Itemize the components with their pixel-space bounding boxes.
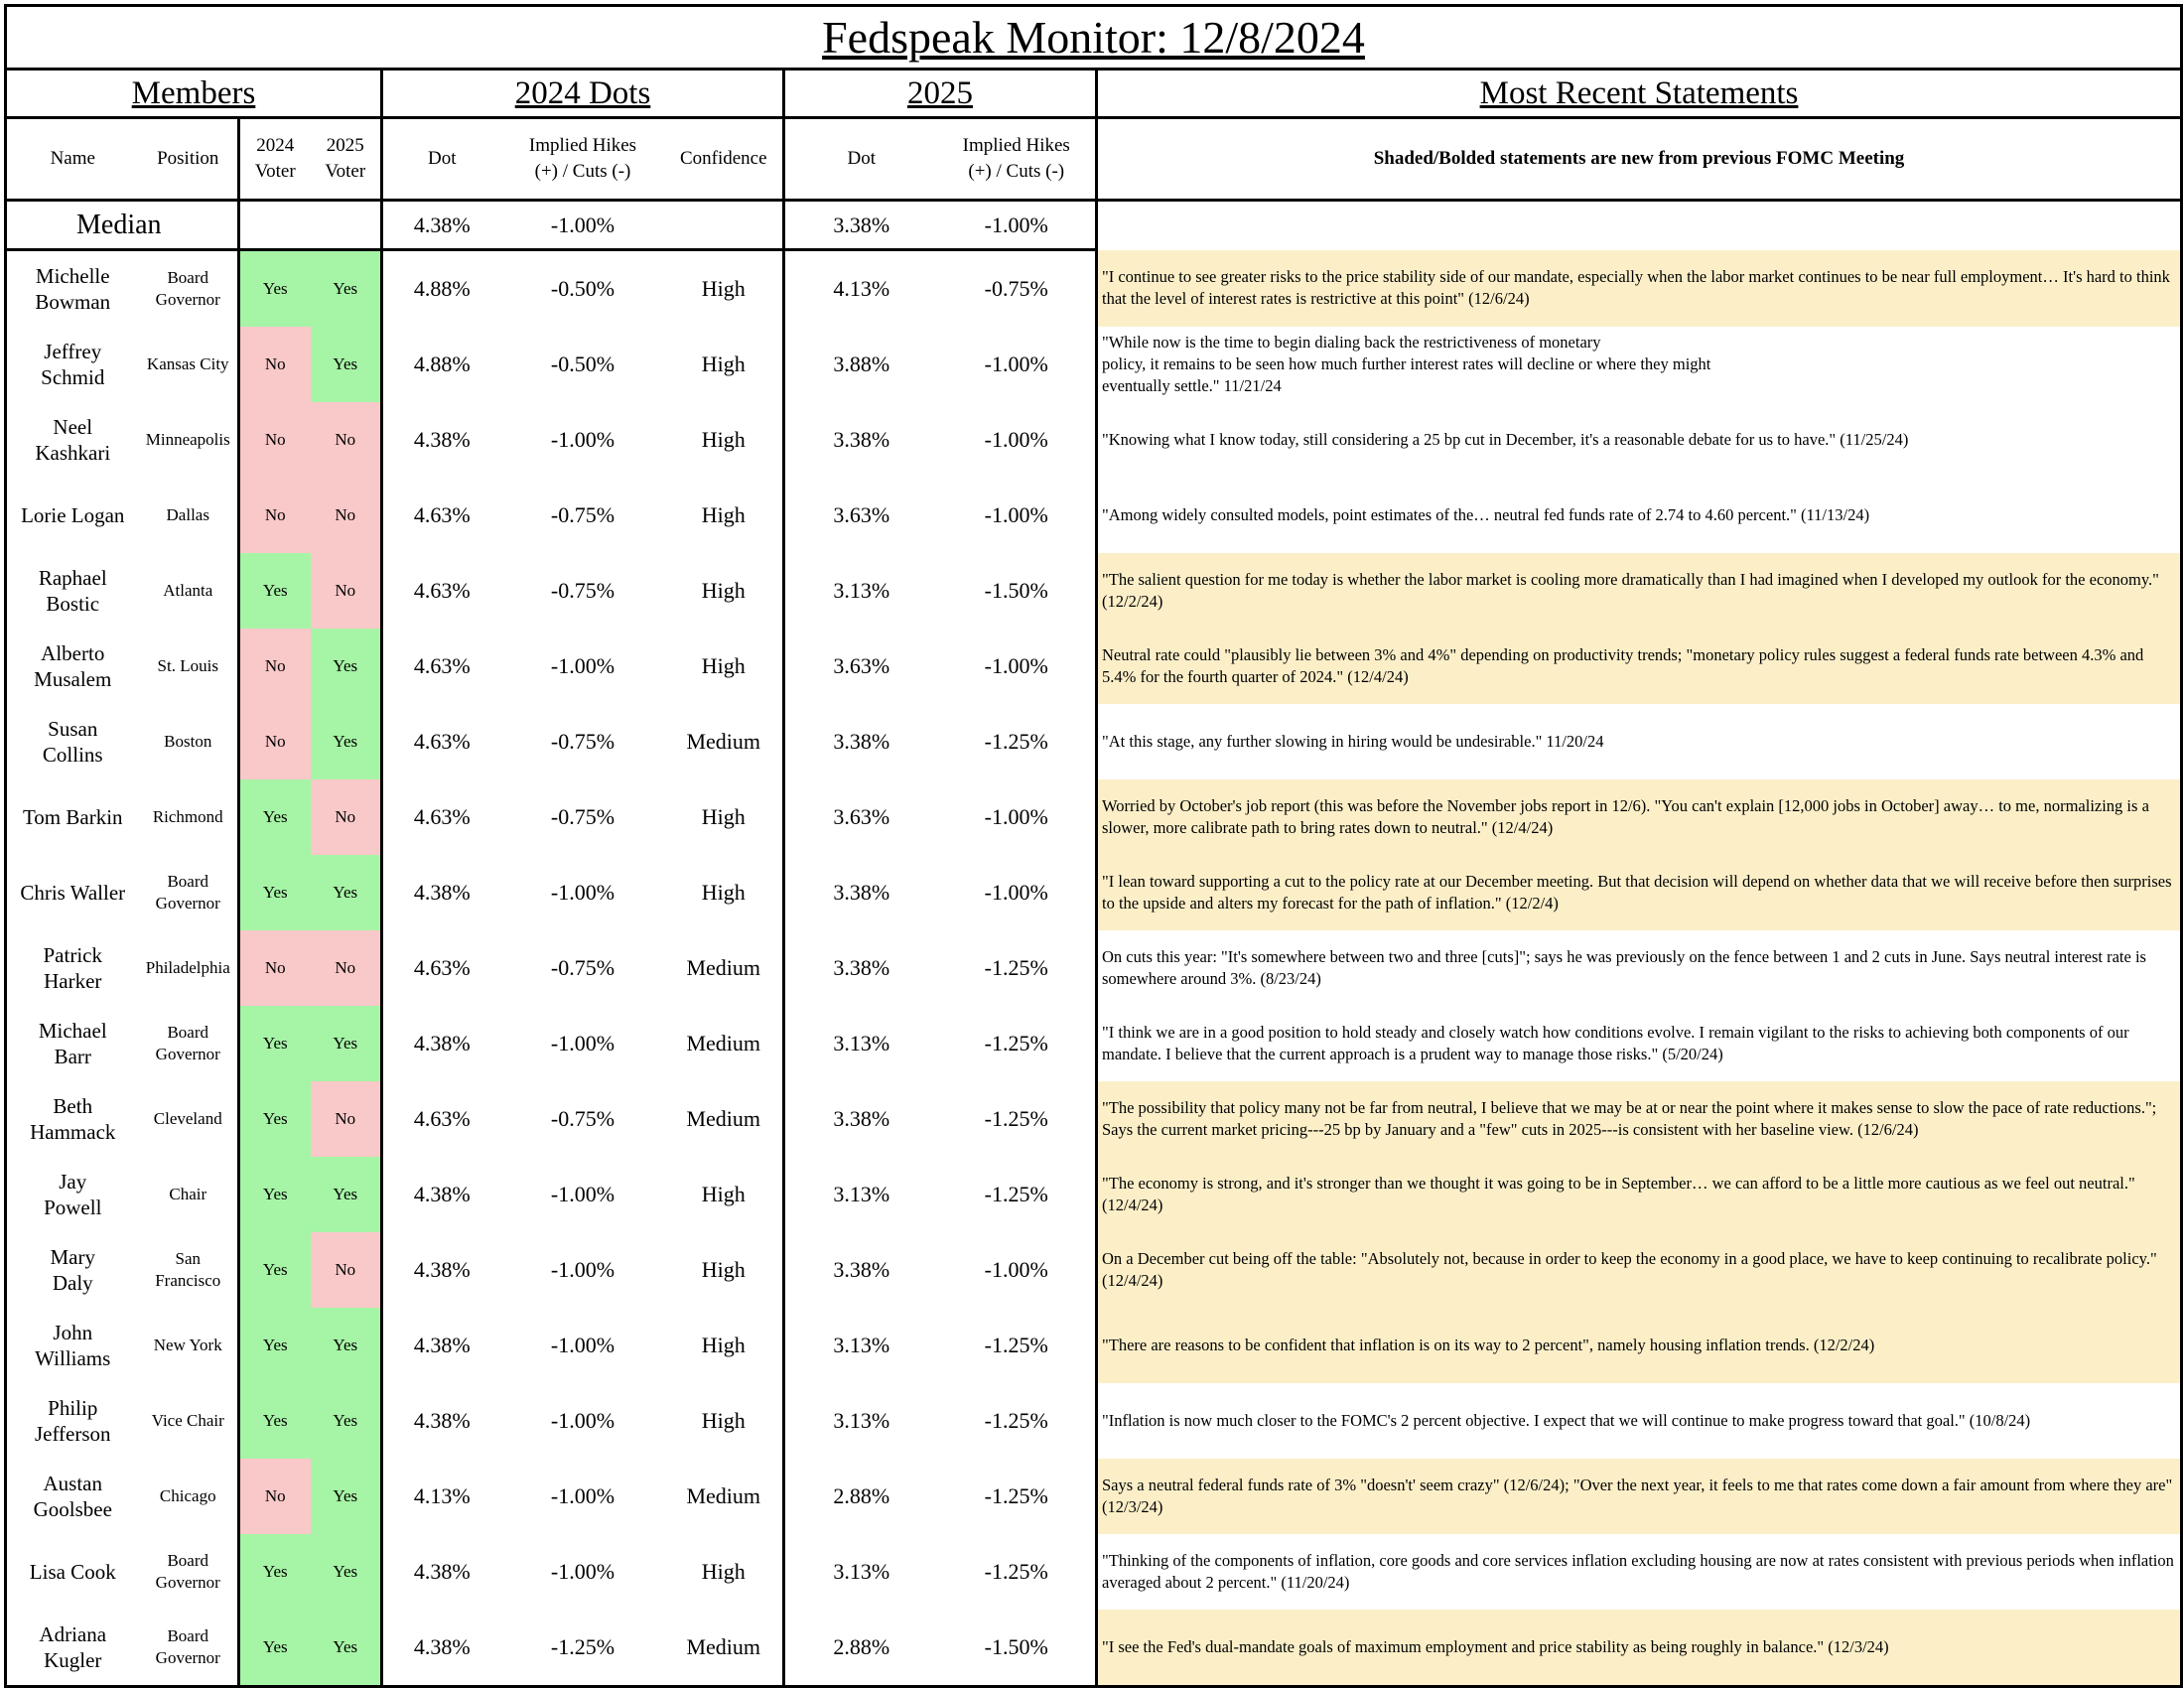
- member-row: [6, 704, 2182, 779]
- statement-cell: "Thinking of the components of inflation, core goods and core services inflation excluding housing are now at rates consistent with previous periods when inflation averaged about 2 percent." (11/20/24): [1102, 1551, 2174, 1592]
- voter-2025-cell: Yes: [311, 1610, 382, 1687]
- member-row: [6, 553, 2182, 629]
- member-position: Board Governor: [139, 1534, 239, 1610]
- voter-2025-cell: Yes: [311, 1534, 382, 1610]
- confidence-cell: Medium: [665, 1006, 784, 1081]
- member-row: [6, 1157, 2182, 1232]
- median-dot-2024: 4.38%: [382, 201, 501, 250]
- dot-2025-column-header: Dot: [784, 118, 938, 201]
- statement-cell: "There are reasons to be confident that inflation is on its way to 2 percent", namely housing inflation trends. (12/2/24): [1097, 1308, 2182, 1383]
- voter-2025-column-header: 2025 Voter: [311, 118, 382, 201]
- voter-2024-cell: Yes: [239, 1157, 311, 1232]
- member-position: Richmond: [139, 779, 239, 855]
- statement-cell: "I see the Fed's dual-mandate goals of maximum employment and price stability as being roughly in balance." (12/3/24): [1097, 1610, 2182, 1687]
- member-name: Beth Hammack: [30, 1094, 116, 1144]
- member-row: [6, 478, 2182, 553]
- implied-2025-cell: -1.25%: [938, 1534, 1097, 1610]
- statement-cell: "The possibility that policy many not be far from neutral, I believe that we may be at or near the point where it makes sense to slow the pace of rate reductions."; Says the current market pricing---25 bp by January and a "few" cuts in 2025---is consistent with her baseline view. (12/6/24): [1097, 1081, 2182, 1157]
- dot-2025-cell: 3.38%: [833, 729, 890, 754]
- members-section-header: Members: [6, 70, 382, 118]
- statement-cell: "Knowing what I know today, still considering a 25 bp cut in December, it's a reasonable debate for us to have." (11/25/24): [1102, 430, 1909, 449]
- confidence-cell: High: [665, 1534, 784, 1610]
- member-position: Philadelphia: [139, 930, 239, 1006]
- confidence-cell: Medium: [665, 1081, 784, 1157]
- confidence-cell: High: [665, 855, 784, 930]
- member-position: Cleveland: [139, 1081, 239, 1157]
- member-name: Patrick Harker: [43, 943, 102, 993]
- member-name: Tom Barkin: [22, 805, 123, 829]
- dot-2025-cell: 3.13%: [833, 1333, 890, 1357]
- member-name: Alberto Musalem: [34, 641, 112, 691]
- voter-2024-cell: No: [239, 1459, 311, 1534]
- statement-cell: Says a neutral federal funds rate of 3% "doesn't' seem crazy" (12/6/24); "Over the next year, it feels to me that rates come down a fair amount from where they are" (12/3/24): [1097, 1459, 2182, 1534]
- implied-2025-cell: -1.25%: [938, 1308, 1097, 1383]
- implied-2025-cell: -0.75%: [938, 250, 1097, 328]
- member-row: [6, 1610, 2182, 1687]
- statement-cell: "Inflation is now much closer to the FOMC's 2 percent objective. I expect that we will continue to make progress toward that goal." (10/8/24): [1102, 1411, 2031, 1430]
- dot-2024-cell: 4.38%: [413, 1559, 471, 1584]
- voter-2025-cell: Yes: [311, 855, 382, 930]
- member-name: Jeffrey Schmid: [41, 340, 105, 389]
- fedspeak-table: [4, 4, 2183, 1688]
- member-position: Minneapolis: [139, 402, 239, 478]
- member-row: [6, 779, 2182, 855]
- implied-2024-cell: -0.75%: [550, 955, 615, 980]
- member-name: John Williams: [35, 1321, 111, 1370]
- member-row: [6, 1006, 2182, 1081]
- implied-2025-cell: -1.25%: [938, 1006, 1097, 1081]
- dot-2024-cell: 4.13%: [413, 1483, 471, 1508]
- voter-2025-cell: Yes: [311, 250, 382, 328]
- implied-2025-cell: -1.50%: [938, 1610, 1097, 1687]
- member-name: Philip Jefferson: [34, 1396, 111, 1446]
- page-title: Fedspeak Monitor: 12/8/2024: [6, 6, 2182, 70]
- dot-2024-cell: 4.63%: [413, 955, 471, 980]
- member-row: [6, 1534, 2182, 1610]
- statement-cell: "The salient question for me today is whether the labor market is cooling more dramatically than I had imagined when I developed my outlook for the economy." (12/2/24): [1097, 553, 2182, 629]
- voter-2025-cell: No: [311, 1081, 382, 1157]
- implied-2024-cell: -0.50%: [550, 352, 615, 376]
- member-row: [6, 250, 2182, 328]
- statement-cell: "I continue to see greater risks to the price stability side of our mandate, especially when the labor market continues to be near full employment… It's hard to think that the level of interest rates is restrictive at this point" (12/6/24): [1097, 250, 2182, 328]
- dot-2024-cell: 4.63%: [413, 578, 471, 603]
- implied-2024-cell: -1.00%: [550, 880, 615, 905]
- dot-2025-cell: 3.63%: [833, 502, 890, 527]
- dot-2024-cell: 4.88%: [413, 352, 471, 376]
- voter-2025-cell: Yes: [311, 1006, 382, 1081]
- implied-2025-cell: -1.00%: [938, 629, 1097, 704]
- dot-2025-cell: 3.38%: [833, 955, 890, 980]
- confidence-cell: High: [665, 1232, 784, 1308]
- voter-2025-cell: No: [311, 402, 382, 478]
- implied-2025-cell: -1.00%: [938, 402, 1097, 478]
- member-position: New York: [139, 1308, 239, 1383]
- implied-2024-cell: -1.00%: [550, 653, 615, 678]
- dot-2025-cell: 3.88%: [833, 352, 890, 376]
- dot-2025-cell: 3.38%: [833, 880, 890, 905]
- voter-2024-cell: Yes: [239, 1232, 311, 1308]
- implied-2024-cell: -0.75%: [550, 729, 615, 754]
- dot-2024-cell: 4.63%: [413, 804, 471, 829]
- implied-2024-cell: -0.75%: [550, 804, 615, 829]
- member-row: [6, 402, 2182, 478]
- dot-2024-cell: 4.38%: [413, 427, 471, 452]
- implied-2024-cell: -0.75%: [550, 578, 615, 603]
- member-position: Chicago: [139, 1459, 239, 1534]
- implied-2025-cell: -1.25%: [938, 1081, 1097, 1157]
- member-position: Board Governor: [139, 1610, 239, 1687]
- implied-2025-column-header: Implied Hikes (+) / Cuts (-): [938, 118, 1097, 201]
- name-column-header: Name: [6, 118, 139, 201]
- dot-2024-cell: 4.63%: [413, 502, 471, 527]
- confidence-cell: High: [665, 629, 784, 704]
- dot-2025-cell: 3.13%: [833, 1408, 890, 1433]
- voter-2025-cell: Yes: [311, 1383, 382, 1459]
- voter-2024-cell: No: [239, 629, 311, 704]
- statement-cell: Neutral rate could "plausibly lie between 3% and 4%" depending on productivity trends; "monetary policy rules suggest a federal funds rate between 4.3% and 5.4% for the fourth quarter of 2024." (12/4/24): [1097, 629, 2182, 704]
- confidence-cell: High: [665, 553, 784, 629]
- dot-2024-cell: 4.88%: [413, 276, 471, 301]
- member-position: Board Governor: [139, 1006, 239, 1081]
- member-name: Raphael Bostic: [38, 566, 107, 616]
- implied-2025-cell: -1.25%: [938, 1157, 1097, 1232]
- member-row: [6, 930, 2182, 1006]
- confidence-cell: High: [665, 1383, 784, 1459]
- member-position: Kansas City: [139, 327, 239, 402]
- implied-2025-cell: -1.25%: [938, 1459, 1097, 1534]
- member-position: Dallas: [139, 478, 239, 553]
- member-row: [6, 327, 2182, 402]
- implied-2025-cell: -1.25%: [938, 930, 1097, 1006]
- voter-2025-cell: Yes: [311, 629, 382, 704]
- confidence-cell: Medium: [665, 704, 784, 779]
- implied-2024-cell: -1.00%: [550, 1483, 615, 1508]
- median-row: [6, 201, 2182, 250]
- voter-2024-cell: No: [239, 402, 311, 478]
- statement-cell: Worried by October's job report (this was before the November jobs report in 12/6). "You can't explain [12,000 jobs in October] away… to me, normalizing is a slower, more calibrate path to bring rates down to neutral." (12/4/24): [1097, 779, 2182, 855]
- dot-2025-cell: 3.63%: [833, 653, 890, 678]
- implied-2025-cell: -1.00%: [938, 478, 1097, 553]
- voter-2024-cell: Yes: [239, 250, 311, 328]
- voter-2025-cell: No: [311, 930, 382, 1006]
- median-implied-2024: -1.00%: [501, 201, 665, 250]
- voter-2025-cell: No: [311, 478, 382, 553]
- shading-note: Shaded/Bolded statements are new from previous FOMC Meeting: [1097, 118, 2182, 201]
- member-position: Vice Chair: [139, 1383, 239, 1459]
- confidence-cell: Medium: [665, 1610, 784, 1687]
- dot-2024-cell: 4.38%: [413, 1634, 471, 1659]
- voter-2024-cell: Yes: [239, 1534, 311, 1610]
- member-name: Adriana Kugler: [39, 1622, 107, 1672]
- statement-cell: "At this stage, any further slowing in hiring would be undesirable." 11/20/24: [1102, 732, 1604, 751]
- statement-cell: "Among widely consulted models, point estimates of the… neutral fed funds rate of 2.74 to 4.60 percent." (11/13/24): [1102, 505, 1870, 524]
- dot-2024-cell: 4.63%: [413, 729, 471, 754]
- dot-2024-cell: 4.38%: [413, 1182, 471, 1206]
- implied-2024-column-header: Implied Hikes (+) / Cuts (-): [501, 118, 665, 201]
- dot-2025-cell: 3.13%: [833, 578, 890, 603]
- voter-2024-cell: Yes: [239, 1006, 311, 1081]
- dot-2025-cell: 3.13%: [833, 1182, 890, 1206]
- voter-2024-cell: No: [239, 327, 311, 402]
- voter-2025-cell: Yes: [311, 704, 382, 779]
- member-position: Atlanta: [139, 553, 239, 629]
- implied-2024-cell: -1.00%: [550, 1408, 615, 1433]
- confidence-cell: High: [665, 779, 784, 855]
- dot-2025-cell: 3.38%: [833, 1257, 890, 1282]
- confidence-cell: Medium: [665, 1459, 784, 1534]
- dot-2025-cell: 2.88%: [833, 1634, 890, 1659]
- voter-2024-cell: No: [239, 930, 311, 1006]
- implied-2024-cell: -1.00%: [550, 1559, 615, 1584]
- voter-2025-cell: No: [311, 779, 382, 855]
- voter-2024-cell: Yes: [239, 855, 311, 930]
- dot-2025-cell: 3.38%: [833, 427, 890, 452]
- member-position: Boston: [139, 704, 239, 779]
- dot-2024-cell: 4.63%: [413, 653, 471, 678]
- voter-2025-cell: Yes: [311, 327, 382, 402]
- dot-2024-cell: 4.38%: [413, 1333, 471, 1357]
- dot-2025-cell: 3.13%: [833, 1559, 890, 1584]
- implied-2024-cell: -1.00%: [550, 1182, 615, 1206]
- confidence-cell: Medium: [665, 930, 784, 1006]
- implied-2024-cell: -1.00%: [550, 427, 615, 452]
- implied-2025-cell: -1.00%: [938, 1232, 1097, 1308]
- implied-2025-cell: -1.00%: [938, 855, 1097, 930]
- member-name: Susan Collins: [42, 717, 103, 767]
- member-name: Michael Barr: [38, 1019, 107, 1068]
- implied-2025-cell: -1.50%: [938, 553, 1097, 629]
- voter-2025-cell: Yes: [311, 1459, 382, 1534]
- confidence-cell: High: [665, 1308, 784, 1383]
- member-row: [6, 1459, 2182, 1534]
- dots-2024-section-header: 2024 Dots: [382, 70, 784, 118]
- implied-2024-cell: -1.00%: [550, 1031, 615, 1055]
- voter-2024-cell: No: [239, 704, 311, 779]
- confidence-column-header: Confidence: [665, 118, 784, 201]
- confidence-cell: High: [665, 1157, 784, 1232]
- dot-2025-cell: 3.13%: [833, 1031, 890, 1055]
- member-row: [6, 1081, 2182, 1157]
- median-implied-2025: -1.00%: [938, 201, 1097, 250]
- member-name: Chris Waller: [20, 881, 126, 905]
- dot-2024-cell: 4.38%: [413, 1257, 471, 1282]
- voter-2024-cell: Yes: [239, 1383, 311, 1459]
- statement-cell: On a December cut being off the table: "Absolutely not, because in order to keep the economy in a good place, we have to keep continuing to recalibrate policy." (12/4/24): [1097, 1232, 2182, 1308]
- implied-2024-cell: -0.50%: [550, 276, 615, 301]
- dot-2024-cell: 4.38%: [413, 1408, 471, 1433]
- statement-cell: "I lean toward supporting a cut to the policy rate at our December meeting. But that decision will depend on whether data that we will receive before then surprises to the upside and alters my forecast for the path of inflation." (12/2/4): [1097, 855, 2182, 930]
- voter-2025-cell: No: [311, 553, 382, 629]
- voter-2025-cell: No: [311, 1232, 382, 1308]
- dot-2025-cell: 4.13%: [833, 276, 890, 301]
- member-name: Lorie Logan: [21, 503, 125, 527]
- dot-2024-cell: 4.63%: [413, 1106, 471, 1131]
- member-row: [6, 855, 2182, 930]
- median-dot-2025: 3.38%: [784, 201, 938, 250]
- member-name: Mary Daly: [50, 1245, 95, 1295]
- statement-cell: On cuts this year: "It's somewhere between two and three [cuts]"; says he was previously on the fence between 1 and 2 cuts in June. Says neutral interest rate is somewhere around 3%. (8/23/24): [1102, 947, 2146, 988]
- member-name: Austan Goolsbee: [33, 1472, 112, 1521]
- dots-2025-section-header: 2025: [784, 70, 1097, 118]
- statement-cell: "The economy is strong, and it's stronger than we thought it was going to be in September… we can afford to be a little more cautious as we feel out neutral." (12/4/24): [1097, 1157, 2182, 1232]
- member-position: Board Governor: [139, 855, 239, 930]
- dot-2025-cell: 3.38%: [833, 1106, 890, 1131]
- voter-2025-cell: Yes: [311, 1157, 382, 1232]
- member-row: [6, 629, 2182, 704]
- confidence-cell: High: [665, 402, 784, 478]
- voter-2024-cell: Yes: [239, 1308, 311, 1383]
- voter-2024-cell: Yes: [239, 779, 311, 855]
- position-column-header: Position: [139, 118, 239, 201]
- median-confidence-blank: [665, 201, 784, 250]
- confidence-cell: High: [665, 250, 784, 328]
- dot-2025-cell: 2.88%: [833, 1483, 890, 1508]
- dot-2025-cell: 3.63%: [833, 804, 890, 829]
- member-position: San Francisco: [139, 1232, 239, 1308]
- member-name: Neel Kashkari: [35, 415, 111, 465]
- confidence-cell: High: [665, 478, 784, 553]
- member-row: [6, 1232, 2182, 1308]
- dot-2024-column-header: Dot: [382, 118, 501, 201]
- voter-2024-cell: Yes: [239, 1081, 311, 1157]
- voter-2024-cell: Yes: [239, 553, 311, 629]
- member-name: Michelle Bowman: [35, 264, 111, 314]
- member-position: Board Governor: [139, 250, 239, 328]
- confidence-cell: High: [665, 327, 784, 402]
- implied-2024-cell: -0.75%: [550, 1106, 615, 1131]
- member-name: Jay Powell: [44, 1170, 102, 1219]
- statement-cell: "I think we are in a good position to hold steady and closely watch how conditions evolve. I remain vigilant to the risks to achieving both components of our mandate. I believe that the current approach is a prudent way to manage those risks." (5/20/24): [1102, 1023, 2129, 1063]
- voter-2024-column-header: 2024 Voter: [239, 118, 311, 201]
- median-voter-blank: [239, 201, 382, 250]
- member-position: St. Louis: [139, 629, 239, 704]
- member-row: [6, 1308, 2182, 1383]
- median-label: Median: [6, 201, 239, 250]
- statement-cell: "While now is the time to begin dialing back the restrictiveness of monetary policy, it remains to be seen how much further interest rates will decline or where they might eventually settle." 11/21/24: [1102, 333, 1711, 395]
- implied-2025-cell: -1.25%: [938, 1383, 1097, 1459]
- voter-2024-cell: Yes: [239, 1610, 311, 1687]
- implied-2025-cell: -1.00%: [938, 779, 1097, 855]
- statements-section-header: Most Recent Statements: [1097, 70, 2182, 118]
- member-name: Lisa Cook: [29, 1560, 116, 1584]
- dot-2024-cell: 4.38%: [413, 880, 471, 905]
- implied-2024-cell: -1.00%: [550, 1333, 615, 1357]
- voter-2025-cell: Yes: [311, 1308, 382, 1383]
- member-row: [6, 1383, 2182, 1459]
- dot-2024-cell: 4.38%: [413, 1031, 471, 1055]
- implied-2025-cell: -1.00%: [938, 327, 1097, 402]
- implied-2024-cell: -1.00%: [550, 1257, 615, 1282]
- member-position: Chair: [139, 1157, 239, 1232]
- voter-2024-cell: No: [239, 478, 311, 553]
- implied-2025-cell: -1.25%: [938, 704, 1097, 779]
- implied-2024-cell: -0.75%: [550, 502, 615, 527]
- implied-2024-cell: -1.25%: [550, 1634, 615, 1659]
